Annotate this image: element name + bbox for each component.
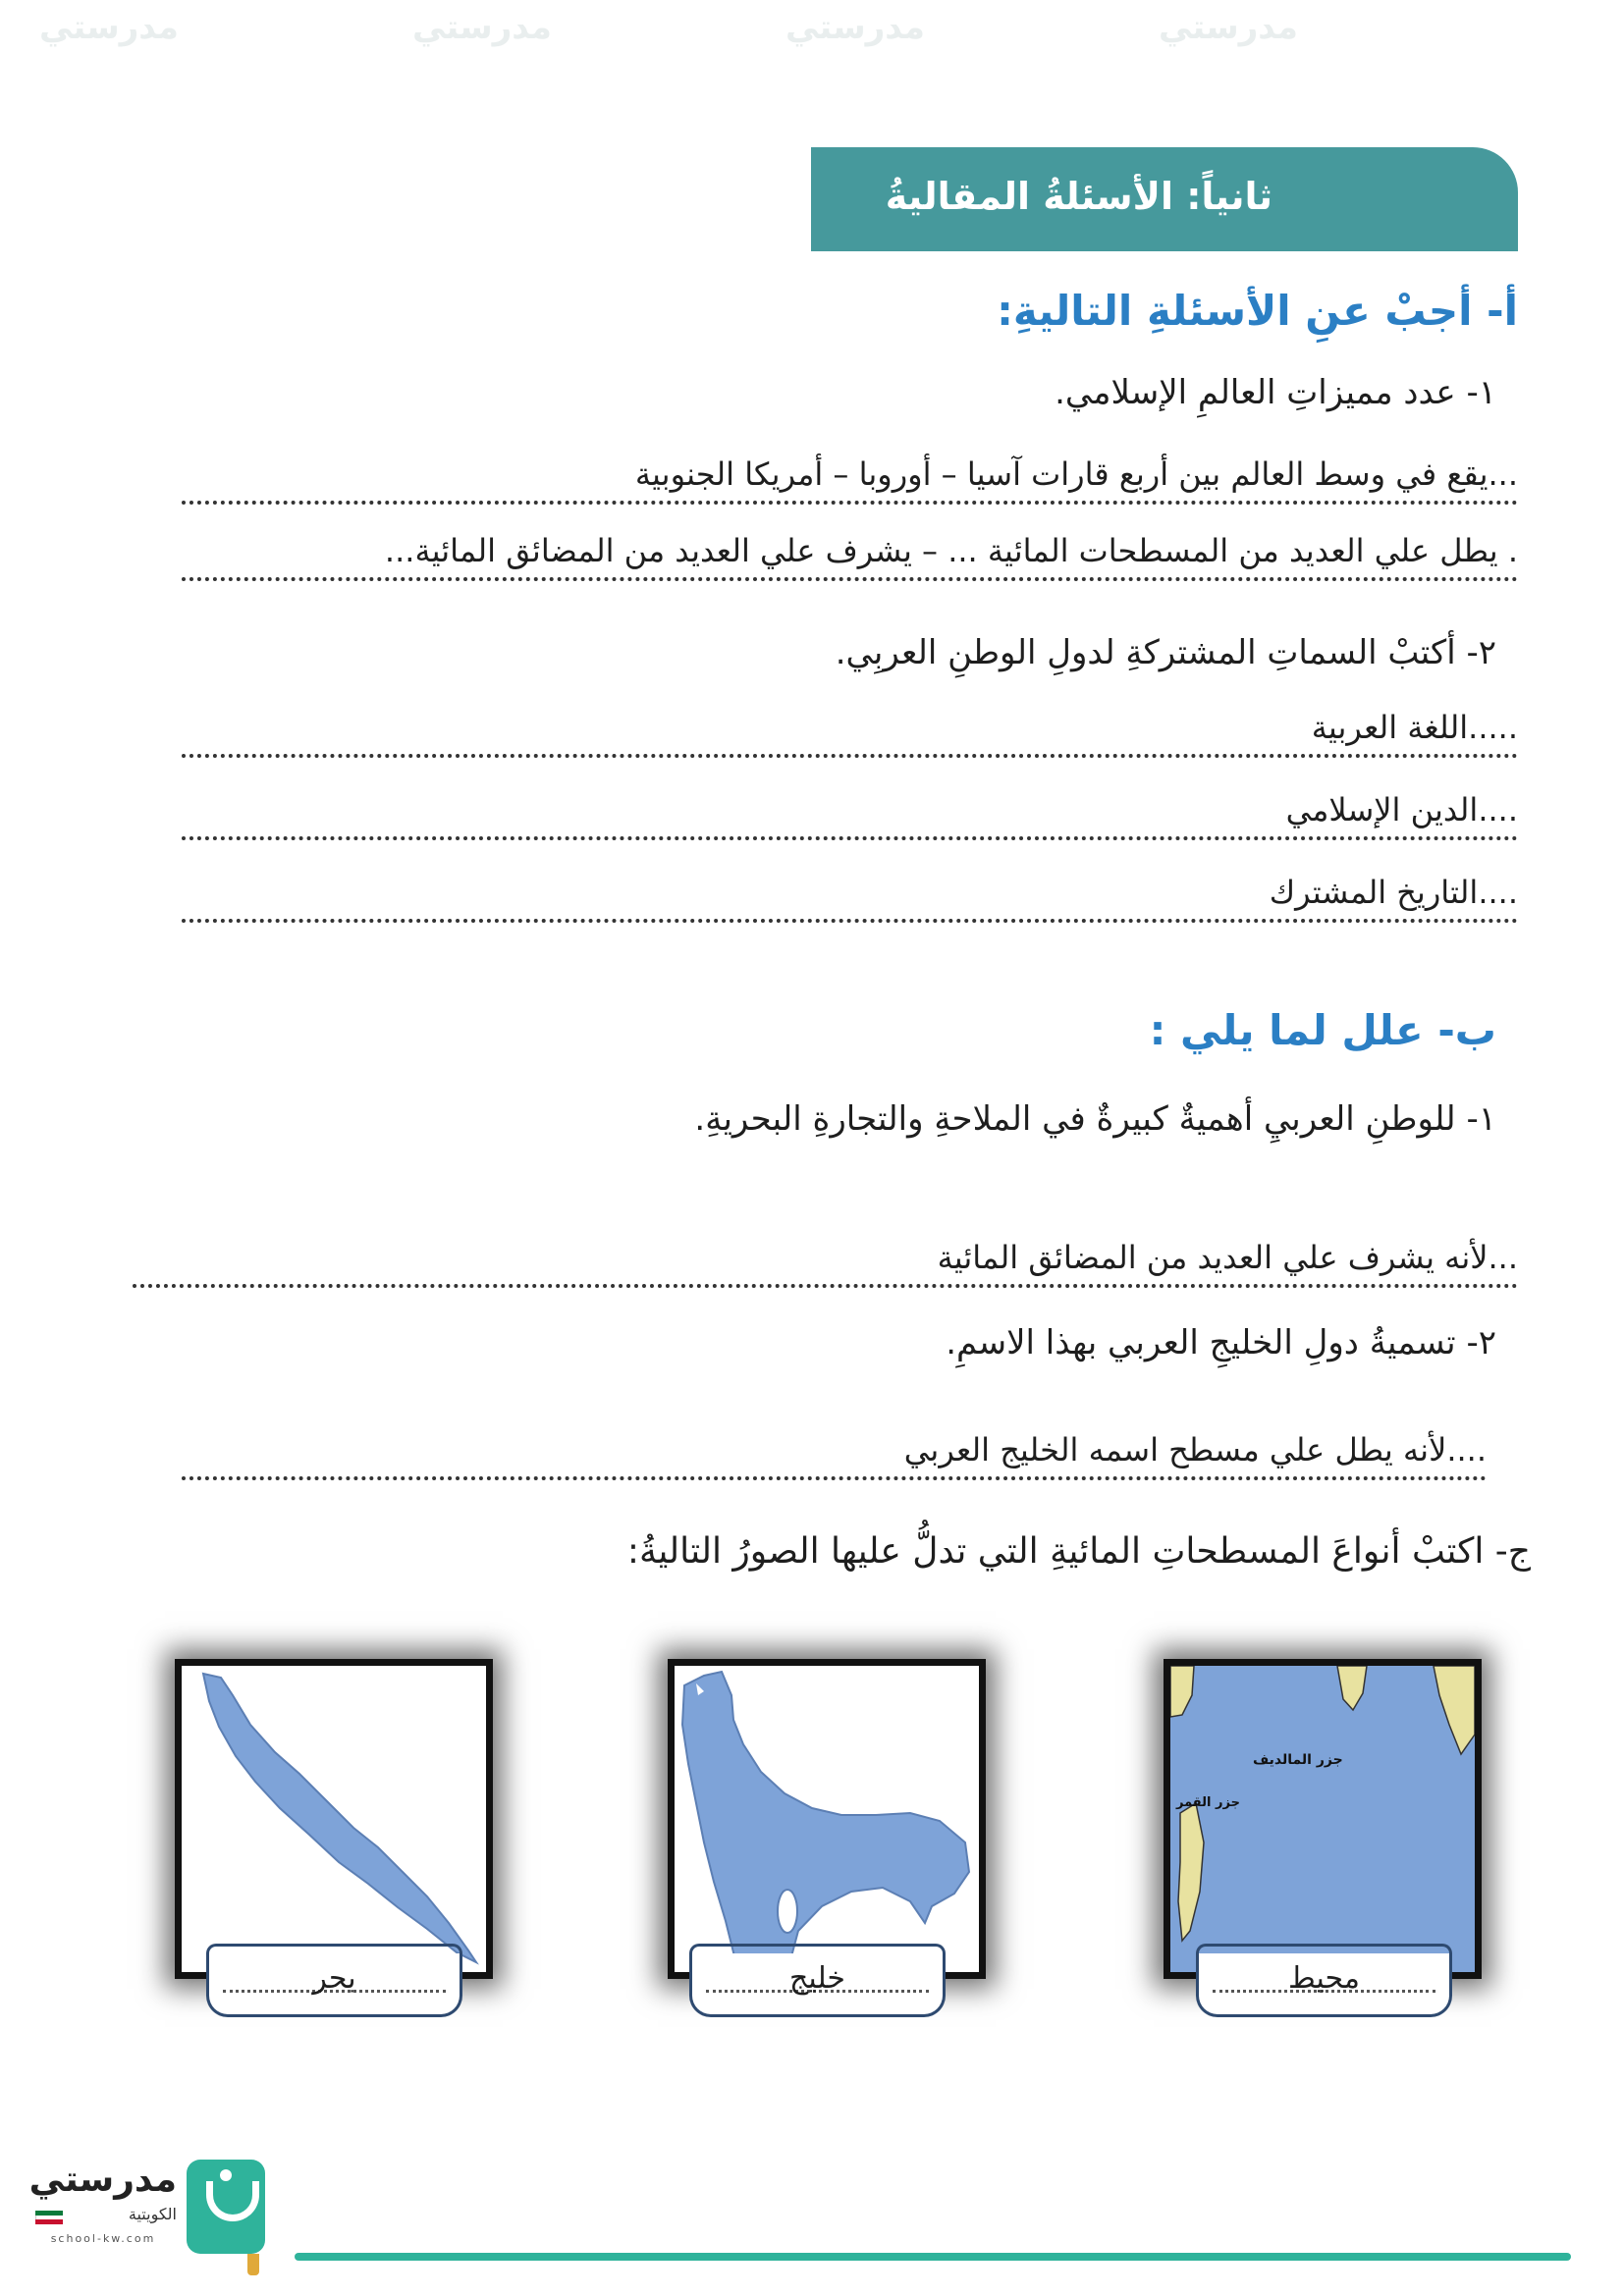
question-b2: ٢- تسميةُ دولِ الخليجِ العربي بهذا الاسمِ. <box>946 1323 1496 1362</box>
gulf-map-image <box>668 1659 986 1979</box>
answer-a2-line3 <box>182 874 1518 923</box>
logo-tail <box>247 2254 259 2275</box>
sea-map-image <box>175 1659 493 1979</box>
answer-box-ocean[interactable] <box>1196 1953 1452 2017</box>
answer-b1-line <box>133 1239 1518 1288</box>
answer-a2-line2 <box>182 791 1518 840</box>
logo-sub: الكويتية <box>128 2205 177 2223</box>
map-label-comoros: جزر القمر <box>1176 1795 1240 1810</box>
logo-name: مدرستي <box>28 2160 177 2200</box>
answer-a1-text1: ...يقع في وسط العالم بين أربع قارات آسيا – أوروبا – أمريكا الجنوبية <box>634 455 1518 493</box>
answer-b2-line <box>182 1431 1487 1480</box>
answer-box-sea[interactable] <box>206 1953 462 2017</box>
map-label-maldives: جزر المالديف <box>1253 1752 1343 1768</box>
arabian-gulf-shape <box>675 1666 979 1972</box>
answer-label-ocean: محيط <box>1288 1961 1360 1996</box>
section-c-title: ج- اكتبْ أنواعَ المسطحاتِ المائيةِ التي تدلُّ عليها الصورُ التاليةُ: <box>626 1531 1531 1572</box>
answer-a2-line1 <box>182 709 1518 758</box>
answer-a1-line2 <box>182 532 1518 581</box>
footer-line <box>295 2253 1571 2261</box>
answer-b1-text: ...لأنه يشرف علي العديد من المضائق المائية <box>937 1239 1518 1276</box>
answer-label-gulf: خليج <box>789 1961 845 1996</box>
header-title: ثانياً: الأسئلةُ المقاليةُ <box>885 175 1272 218</box>
logo-icon <box>187 2160 265 2254</box>
answer-a2-text1: .....اللغة العربية <box>1311 709 1518 746</box>
section-header <box>811 147 1518 251</box>
question-a1: ١- عدد مميزاتِ العالمِ الإسلامي. <box>1055 373 1496 412</box>
answer-label-sea: بحر <box>312 1961 356 1996</box>
kuwait-flag-icon <box>35 2211 63 2224</box>
answer-box-gulf[interactable] <box>689 1953 946 2017</box>
red-sea-shape <box>182 1666 486 1972</box>
question-a2: ٢- أكتبْ السماتِ المشتركةِ لدولِ الوطنِ العربِي. <box>835 633 1496 672</box>
watermark: مدرستي <box>412 8 552 47</box>
watermark: مدرستي <box>1159 8 1298 47</box>
answer-a1-text2: . يطل علي العديد من المسطحات المائية ... – يشرف علي العديد من المضائق المائية... <box>384 532 1518 569</box>
watermark: مدرستي <box>39 8 179 47</box>
answer-a2-text2: ....الدين الإسلامي <box>1285 791 1518 828</box>
watermark: مدرستي <box>785 8 925 47</box>
ocean-map-image <box>1164 1659 1482 1979</box>
section-b-title: ب- علل لما يلي : <box>1149 1006 1496 1054</box>
answer-a1-line1 <box>182 455 1518 505</box>
site-logo <box>29 2160 285 2277</box>
answer-b2-text: ....لأنه يطل علي مسطح اسمه الخليج العربي <box>903 1431 1487 1468</box>
section-a-title: أ- أجبْ عنِ الأسئلةِ التاليةِ: <box>997 287 1518 335</box>
question-b1: ١- للوطنِ العربيِ أهميةٌ كبيرةٌ في الملاحةِ والتجارةِ البحريةِ. <box>694 1099 1496 1139</box>
logo-url: school-kw.com <box>50 2232 156 2245</box>
answer-a2-text3: ....التاريخ المشترك <box>1269 874 1518 911</box>
indian-ocean-map <box>1170 1666 1475 1972</box>
